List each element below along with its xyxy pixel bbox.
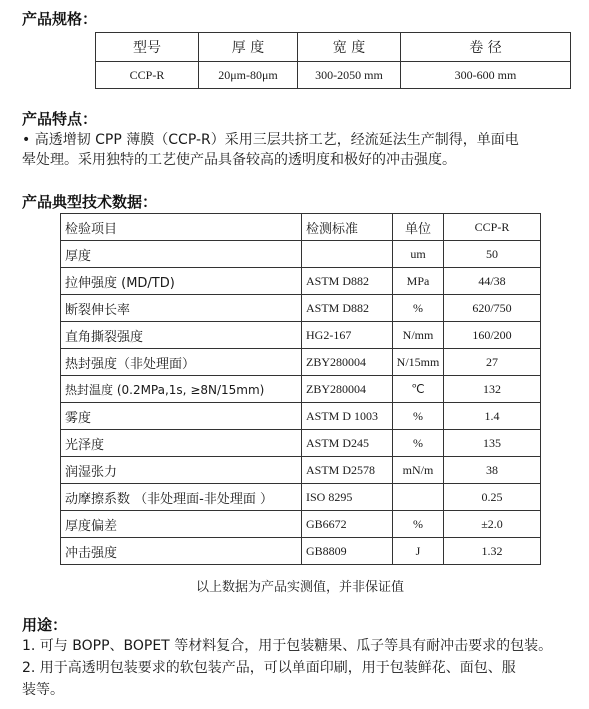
tech-unit: ℃ — [393, 376, 444, 403]
spec-data-row — [96, 62, 571, 89]
tech-note: 以上数据为产品实测值，并非保证值 — [195, 580, 404, 595]
tech-standard: ASTM D882 — [302, 268, 393, 295]
tech-unit: MPa — [393, 268, 444, 295]
spec-header-roll-diameter: 卷 径 — [401, 33, 571, 62]
table-row — [61, 511, 541, 538]
tech-header-item: 检验项目 — [61, 214, 302, 241]
tech-unit: um — [393, 241, 444, 268]
tech-value: 132 — [444, 376, 541, 403]
table-row — [61, 349, 541, 376]
tech-unit: N/15mm — [393, 349, 444, 376]
tech-standard: ZBY280004 — [302, 349, 393, 376]
spec-model: CCP-R — [96, 62, 199, 89]
spec-header-model: 型号 — [96, 33, 199, 62]
tech-item: 光泽度 — [61, 430, 302, 457]
tech-header-unit: 单位 — [393, 214, 444, 241]
table-row — [61, 295, 541, 322]
table-row — [61, 457, 541, 484]
tech-standard: HG2-167 — [302, 322, 393, 349]
table-row — [61, 403, 541, 430]
tech-standard: ASTM D882 — [302, 295, 393, 322]
tech-value: 0.25 — [444, 484, 541, 511]
table-row — [61, 268, 541, 295]
tech-standard: ASTM D245 — [302, 430, 393, 457]
spec-roll-diameter: 300-600 mm — [401, 62, 571, 89]
tech-header-value: CCP-R — [444, 214, 541, 241]
table-row — [61, 538, 541, 565]
tech-item: 动摩擦系数 （非处理面-非处理面 ） — [61, 484, 302, 511]
tech-standard: ASTM D2578 — [302, 457, 393, 484]
spec-thickness: 20μm-80μm — [199, 62, 298, 89]
tech-unit: % — [393, 403, 444, 430]
features-heading: 产品特点： — [22, 110, 98, 128]
tech-unit: J — [393, 538, 444, 565]
tech-value: ±2.0 — [444, 511, 541, 538]
features-line-1: • 高透增韧 CPP 薄膜（CCP-R）采用三层共挤工艺，经流延法生产制得，单面电 — [22, 132, 519, 148]
tech-item: 厚度偏差 — [61, 511, 302, 538]
usage-line-3: 装等。 — [22, 682, 64, 698]
tech-standard: GB8809 — [302, 538, 393, 565]
tech-unit: N/mm — [393, 322, 444, 349]
tech-item: 断裂伸长率 — [61, 295, 302, 322]
tech-value: 620/750 — [444, 295, 541, 322]
tech-value: 44/38 — [444, 268, 541, 295]
tech-value: 135 — [444, 430, 541, 457]
tech-value: 38 — [444, 457, 541, 484]
tech-heading: 产品典型技术数据： — [22, 193, 158, 211]
tech-item: 拉伸强度 (MD/TD) — [61, 268, 302, 295]
spec-header-row — [96, 33, 571, 62]
tech-item: 热封温度 (0.2MPa,1s, ≥8N/15mm) — [61, 376, 302, 403]
tech-standard: ISO 8295 — [302, 484, 393, 511]
tech-item: 冲击强度 — [61, 538, 302, 565]
spec-width: 300-2050 mm — [298, 62, 401, 89]
spec-table — [95, 32, 571, 89]
tech-unit — [393, 484, 444, 511]
tech-item: 润湿张力 — [61, 457, 302, 484]
tech-unit: % — [393, 430, 444, 457]
tech-unit: % — [393, 511, 444, 538]
tech-header-standard: 检测标准 — [302, 214, 393, 241]
tech-unit: mN/m — [393, 457, 444, 484]
spec-header-thickness: 厚 度 — [199, 33, 298, 62]
tech-item: 热封强度（非处理面） — [61, 349, 302, 376]
tech-header-row — [61, 214, 541, 241]
tech-item: 厚度 — [61, 241, 302, 268]
tech-table — [60, 213, 541, 565]
table-row — [61, 322, 541, 349]
tech-value: 1.4 — [444, 403, 541, 430]
table-row — [61, 484, 541, 511]
spec-heading: 产品规格： — [22, 10, 98, 28]
usage-line-2: 2. 用于高透明包装要求的软包装产品，可以单面印刷，用于包装鲜花、面包、服 — [22, 660, 516, 676]
tech-value: 50 — [444, 241, 541, 268]
tech-value: 1.32 — [444, 538, 541, 565]
tech-value: 160/200 — [444, 322, 541, 349]
tech-standard — [302, 241, 393, 268]
usage-heading: 用途： — [22, 616, 68, 634]
table-row — [61, 241, 541, 268]
tech-standard: ASTM D 1003 — [302, 403, 393, 430]
table-row — [61, 376, 541, 403]
tech-standard: GB6672 — [302, 511, 393, 538]
table-row — [61, 430, 541, 457]
tech-item: 雾度 — [61, 403, 302, 430]
tech-item: 直角撕裂强度 — [61, 322, 302, 349]
tech-standard: ZBY280004 — [302, 376, 393, 403]
spec-header-width: 宽 度 — [298, 33, 401, 62]
tech-unit: % — [393, 295, 444, 322]
tech-value: 27 — [444, 349, 541, 376]
usage-line-1: 1. 可与 BOPP、BOPET 等材料复合，用于包装糖果、瓜子等具有耐冲击要求的包装。 — [22, 638, 553, 654]
features-line-2: 晕处理。采用独特的工艺使产品具备较高的透明度和极好的冲击强度。 — [22, 152, 456, 168]
